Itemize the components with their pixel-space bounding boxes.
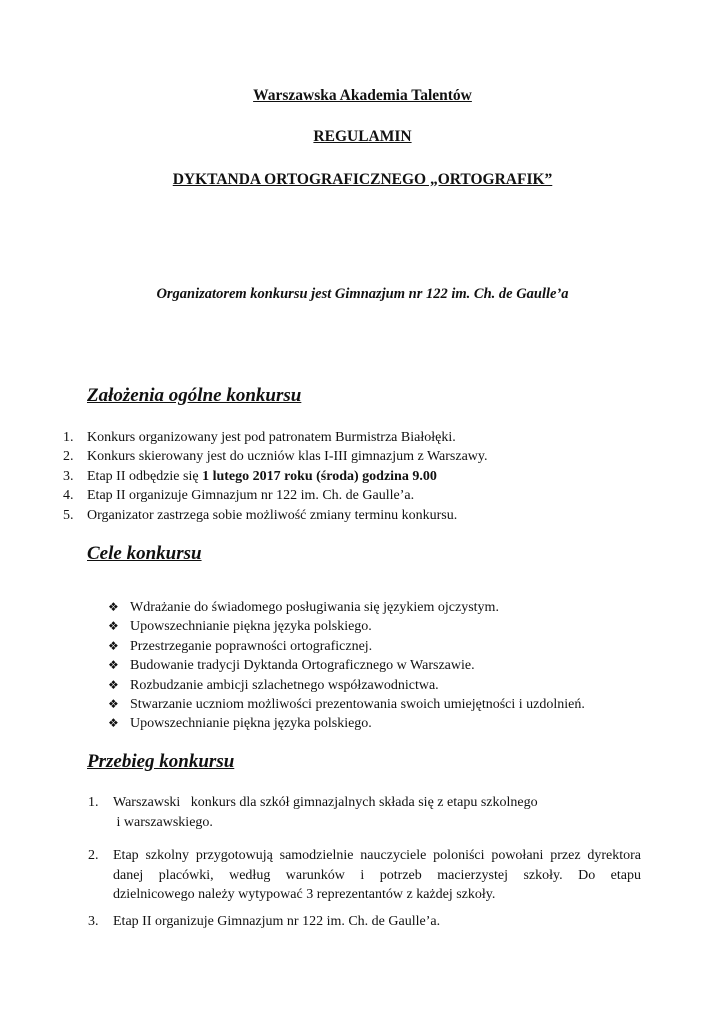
contest-title: DYKTANDA ORTOGRAFICZNEGO „ORTOGRAFIK” [172,171,553,188]
course-item-3 [113,912,440,932]
text-line: i warszawskiego. [113,814,213,830]
item-number: 4. [63,488,74,504]
diamond-bullet-icon: ❖ [108,658,119,673]
course-item-1 [113,793,538,832]
text-line: Etap szkolny przygotowują samodzielnie nauczyciele poloniści powołani przez dyrektora [113,848,641,863]
event-date: 1 lutego 2017 roku (środa) godzina 9.00 [202,468,437,484]
item-text: Konkurs skierowany jest do uczniów klas I-III gimnazjum z Warszawy. [87,449,488,465]
diamond-bullet-icon: ❖ [108,677,119,692]
text-line: Warszawski konkurs dla szkół gimnazjalnych składa się z etapu szkolnego [113,795,538,810]
academy-name: Warszawska Akademia Talentów [253,87,472,104]
item-text: Stwarzanie uczniom możliwości prezentowania swoich umiejętności i uzdolnień. [130,696,585,712]
item-text: Budowanie tradycji Dyktanda Ortograficznego w Warszawie. [130,658,475,674]
diamond-bullet-icon: ❖ [108,638,119,653]
item-text: Upowszechnianie piękna języka polskiego. [130,619,372,635]
diamond-bullet-icon: ❖ [108,716,119,731]
text-line: danej placówki, według warunków i potrzeb macierzystej szkoły. Do etapu [113,867,641,883]
item-number: 2. [88,848,99,863]
section-heading-goals: Cele konkursu [87,543,202,564]
diamond-bullet-icon: ❖ [108,619,119,634]
organizer-line: Organizatorem konkursu jest Gimnazjum nr 122 im. Ch. de Gaulle’a [156,286,569,302]
text-line: dzielnicowego należy wytypować 3 reprezentantów z każdej szkoły. [113,887,496,902]
item-text [87,467,437,486]
item-number: 3. [63,468,74,484]
regulamin-heading: REGULAMIN [313,128,412,145]
section-heading-course: Przebieg konkursu [87,751,235,772]
item-number: 3. [88,914,99,929]
item-text: Etap II organizuje Gimnazjum nr 122 im. Ch. de Gaulle’a. [87,488,415,504]
item-text: Upowszechnianie piękna języka polskiego. [130,716,372,732]
diamond-bullet-icon: ❖ [108,600,119,614]
item-text: Wdrażanie do świadomego posługiwania się językiem ojczystym. [130,600,499,615]
diamond-bullet-icon: ❖ [108,696,119,711]
course-item-2 [113,846,641,905]
item-text-prefix: Etap II odbędzie się [87,468,203,484]
item-text: Organizator zastrzega sobie możliwość zmiany terminu konkursu. [87,507,458,523]
section-heading-general: Założenia ogólne konkursu [87,385,302,406]
item-text: Konkurs organizowany jest pod patronatem Burmistrza Białołęki. [87,430,456,445]
item-text: Przestrzeganie poprawności ortograficznej. [130,638,373,654]
item-number: 1. [88,795,99,810]
item-text: Rozbudzanie ambicji szlachetnego współzawodnictwa. [130,677,439,693]
text-line: Etap II organizuje Gimnazjum nr 122 im. Ch. de Gaulle’a. [113,914,441,929]
item-number: 2. [63,449,74,465]
item-number: 5. [63,507,74,523]
item-number: 1. [63,430,74,445]
